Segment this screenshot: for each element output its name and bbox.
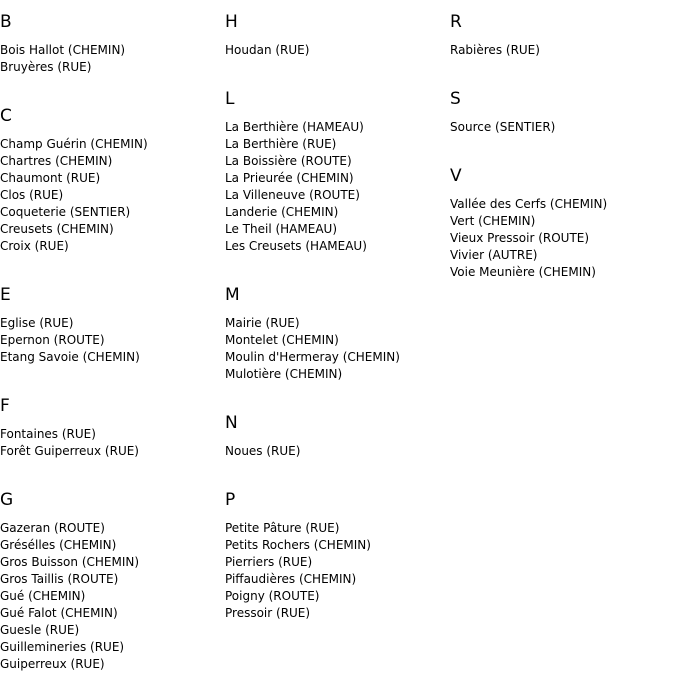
street-item: Champ Guérin (CHEMIN) bbox=[0, 137, 148, 151]
street-item: Guillemineries (RUE) bbox=[0, 640, 125, 654]
letter-group bbox=[0, 285, 220, 384]
street-list bbox=[450, 196, 670, 281]
letter-heading: S bbox=[450, 89, 461, 109]
street-item: Grésélles (CHEMIN) bbox=[0, 538, 117, 552]
group-spacer bbox=[0, 366, 220, 384]
street-item: La Prieurée (CHEMIN) bbox=[225, 171, 354, 185]
letter-group bbox=[450, 89, 670, 154]
street-list bbox=[0, 426, 220, 460]
street-item: Gué Falot (CHEMIN) bbox=[0, 606, 118, 620]
street-item: Mulotière (CHEMIN) bbox=[225, 367, 343, 381]
street-item: Chaumont (RUE) bbox=[0, 171, 101, 185]
street-list bbox=[225, 520, 445, 622]
street-item: Le Theil (HAMEAU) bbox=[225, 222, 337, 236]
group-spacer bbox=[0, 255, 220, 273]
letter-heading: P bbox=[225, 490, 236, 510]
street-item: Bruyères (RUE) bbox=[0, 60, 92, 74]
street-list bbox=[450, 119, 670, 136]
letter-heading: R bbox=[450, 12, 462, 32]
street-item: Mairie (RUE) bbox=[225, 316, 300, 330]
street-item: Forêt Guiperreux (RUE) bbox=[0, 444, 139, 458]
street-list bbox=[450, 42, 670, 59]
street-item: Voie Meunière (CHEMIN) bbox=[450, 265, 596, 279]
street-list bbox=[225, 443, 445, 460]
street-item: Landerie (CHEMIN) bbox=[225, 205, 339, 219]
letter-group bbox=[225, 285, 445, 401]
letter-heading: E bbox=[0, 285, 11, 305]
letter-heading: F bbox=[0, 396, 10, 416]
street-item: Pierriers (RUE) bbox=[225, 555, 313, 569]
street-item: Source (SENTIER) bbox=[450, 120, 556, 134]
letter-group bbox=[225, 413, 445, 478]
street-list bbox=[225, 315, 445, 383]
street-item: Petits Rochers (CHEMIN) bbox=[225, 538, 371, 552]
street-item: Rabières (RUE) bbox=[450, 43, 540, 57]
street-item: Noues (RUE) bbox=[225, 444, 301, 458]
street-item: Pressoir (RUE) bbox=[225, 606, 311, 620]
street-item: Moulin d'Hermeray (CHEMIN) bbox=[225, 350, 400, 364]
letter-heading: N bbox=[225, 413, 238, 433]
street-list bbox=[225, 119, 445, 255]
letter-heading: G bbox=[0, 490, 14, 510]
street-item: Vieux Pressoir (ROUTE) bbox=[450, 231, 590, 245]
street-item: Chartres (CHEMIN) bbox=[0, 154, 113, 168]
index-column bbox=[450, 0, 670, 281]
street-list bbox=[0, 42, 220, 76]
group-spacer bbox=[225, 59, 445, 77]
street-item: Piffaudières (CHEMIN) bbox=[225, 572, 357, 586]
group-spacer bbox=[0, 76, 220, 94]
letter-group bbox=[225, 490, 445, 622]
group-spacer bbox=[450, 136, 670, 154]
street-item: Houdan (RUE) bbox=[225, 43, 310, 57]
street-item: Creusets (CHEMIN) bbox=[0, 222, 114, 236]
group-spacer bbox=[450, 59, 670, 77]
letter-heading: B bbox=[0, 12, 12, 32]
street-item: Vallée des Cerfs (CHEMIN) bbox=[450, 197, 608, 211]
letter-heading: H bbox=[225, 12, 238, 32]
street-item: La Berthière (RUE) bbox=[225, 137, 337, 151]
street-item: Petite Pâture (RUE) bbox=[225, 521, 340, 535]
letter-group bbox=[225, 89, 445, 273]
letter-group bbox=[0, 396, 220, 478]
letter-heading: V bbox=[450, 166, 462, 186]
street-item: Bois Hallot (CHEMIN) bbox=[0, 43, 126, 57]
street-item: Vert (CHEMIN) bbox=[450, 214, 536, 228]
street-item: Clos (RUE) bbox=[0, 188, 64, 202]
street-list bbox=[0, 136, 220, 255]
street-item: Gazeran (ROUTE) bbox=[0, 521, 105, 535]
street-item: Guiperreux (RUE) bbox=[0, 657, 105, 671]
letter-group bbox=[0, 490, 220, 673]
letter-group bbox=[0, 12, 220, 94]
street-item: Eglise (RUE) bbox=[0, 316, 74, 330]
index-column bbox=[0, 0, 220, 673]
street-item: La Boissière (ROUTE) bbox=[225, 154, 352, 168]
letter-group bbox=[225, 12, 445, 77]
street-item: Vivier (AUTRE) bbox=[450, 248, 538, 262]
street-item: La Villeneuve (ROUTE) bbox=[225, 188, 360, 202]
street-item: Montelet (CHEMIN) bbox=[225, 333, 339, 347]
street-item: Croix (RUE) bbox=[0, 239, 69, 253]
group-spacer bbox=[225, 383, 445, 401]
letter-group bbox=[450, 12, 670, 77]
street-item: Epernon (ROUTE) bbox=[0, 333, 105, 347]
street-item: Etang Savoie (CHEMIN) bbox=[0, 350, 140, 364]
index-column bbox=[225, 0, 445, 622]
group-spacer bbox=[0, 460, 220, 478]
street-item: Gros Buisson (CHEMIN) bbox=[0, 555, 140, 569]
street-item: Les Creusets (HAMEAU) bbox=[225, 239, 367, 253]
street-item: Coqueterie (SENTIER) bbox=[0, 205, 131, 219]
letter-group bbox=[0, 106, 220, 273]
letter-heading: C bbox=[0, 106, 12, 126]
letter-heading: M bbox=[225, 285, 240, 305]
group-spacer bbox=[225, 460, 445, 478]
street-list bbox=[0, 315, 220, 366]
street-item: Fontaines (RUE) bbox=[0, 427, 96, 441]
street-list bbox=[225, 42, 445, 59]
letter-group bbox=[450, 166, 670, 281]
letter-heading: L bbox=[225, 89, 235, 109]
street-item: Gué (CHEMIN) bbox=[0, 589, 86, 603]
street-list bbox=[0, 520, 220, 673]
street-item: Poigny (ROUTE) bbox=[225, 589, 320, 603]
street-item: Guesle (RUE) bbox=[0, 623, 80, 637]
group-spacer bbox=[225, 255, 445, 273]
street-item: Gros Taillis (ROUTE) bbox=[0, 572, 119, 586]
street-item: La Berthière (HAMEAU) bbox=[225, 120, 364, 134]
